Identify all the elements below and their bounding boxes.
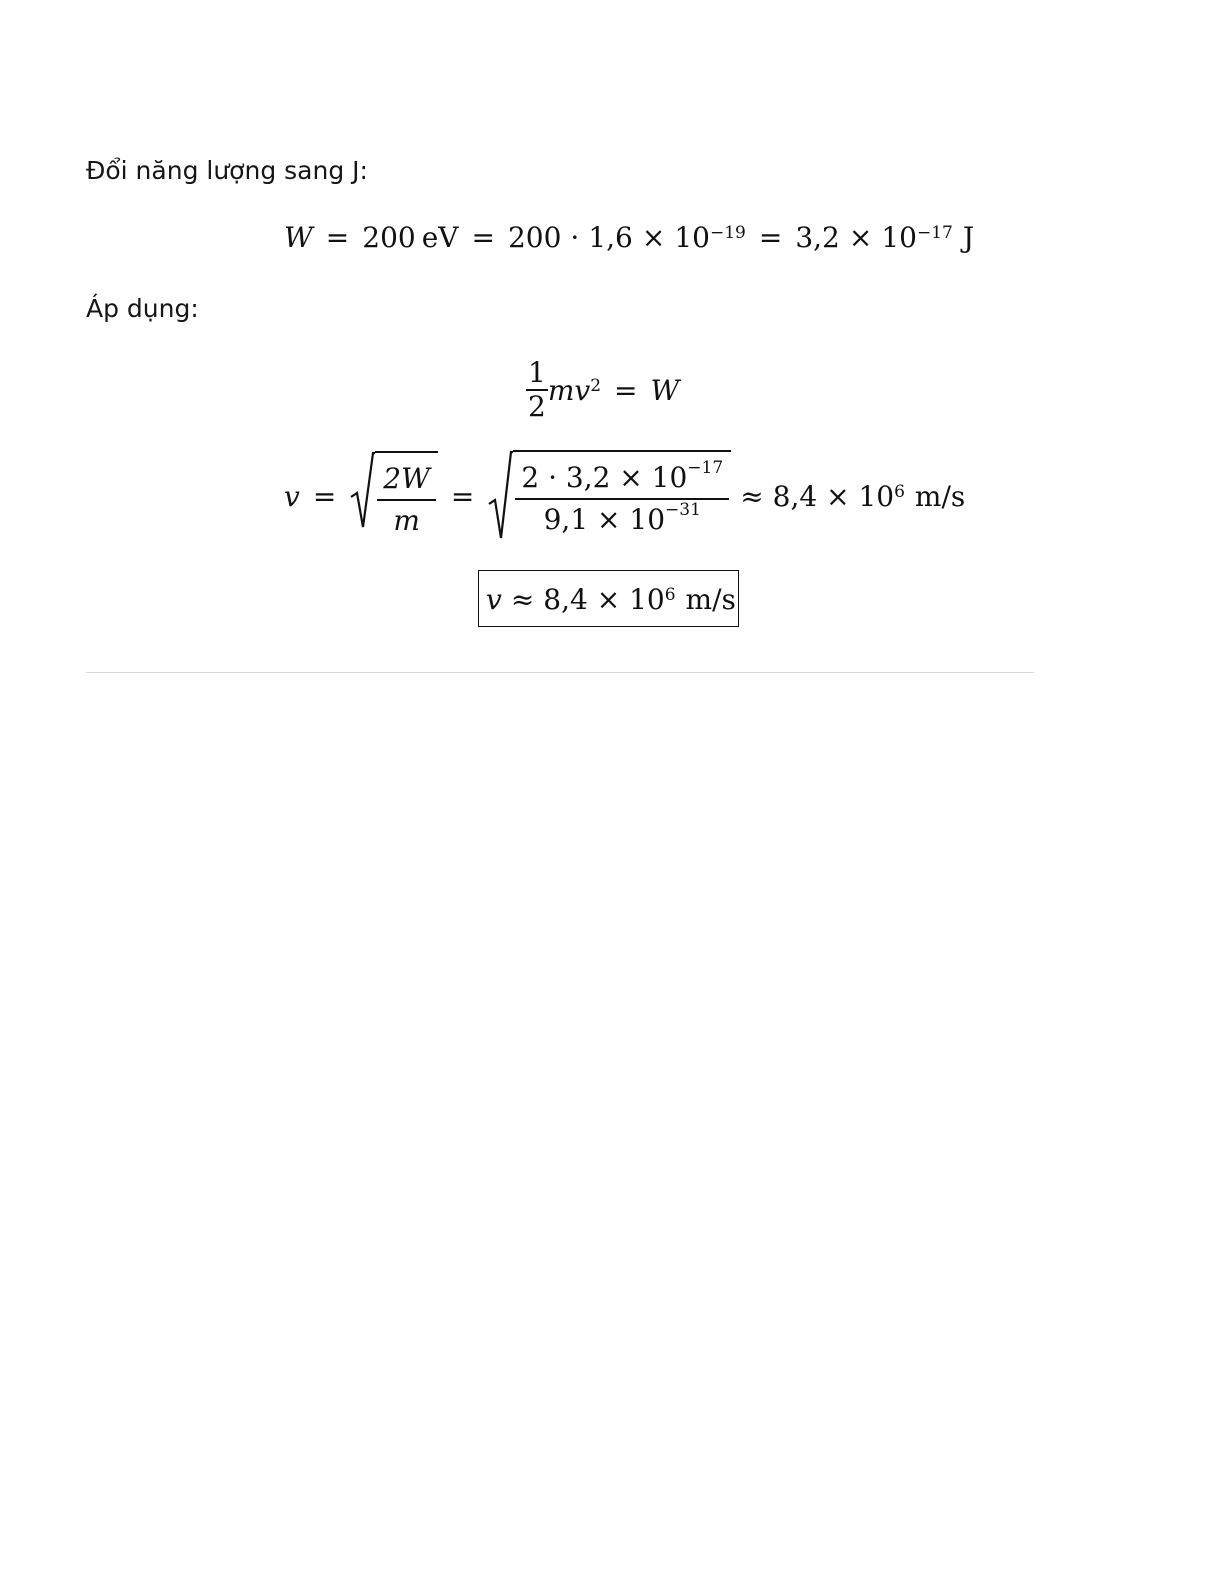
kinetic-energy-equation: $\frac{1}{2}$ m v $^2$ = W [528, 356, 680, 423]
eq2-W: W [650, 373, 680, 407]
sqrt-sign-icon [349, 451, 375, 531]
eq3-unit: m/s [914, 479, 966, 513]
eq3-result: 8,4 × 10 [772, 479, 895, 513]
convert-energy-text: Đổi năng lượng sang J: [86, 156, 368, 185]
eq1-times-2: × [848, 220, 873, 254]
eq3-v: v [284, 479, 300, 513]
eq1-ten-2: 10 [881, 220, 917, 254]
document-body [86, 0, 1036, 1585]
final-v: v [486, 582, 502, 616]
eq3-frac-1 [377, 459, 436, 541]
sqrt-sign-icon [487, 450, 513, 542]
eq1-200b: 200 [507, 220, 562, 254]
eq1-ten-1: 10 [674, 220, 710, 254]
eq3-equals-1: = [312, 479, 337, 513]
eq2-v: v [574, 373, 591, 407]
eq1-equals-1: = [325, 220, 350, 254]
eq2-equals: = [614, 373, 638, 407]
eq3-den-1-text: m [393, 504, 420, 537]
eq1-equals-2: = [471, 220, 495, 254]
eq1-1-6: 1,6 [588, 220, 633, 254]
eq3-num-2-exp: −17 [687, 457, 724, 478]
eq3-den-2-text: 9,1 × 10 [543, 503, 666, 536]
eq3-den-1 [387, 501, 426, 541]
velocity-equation: v = $\frac{2W}{m}$ = $\frac{2 \cdot 3,2 \times 10^{-17}}{9,1 \times 10^{-31}}$ ≈ 8,4 × 10 $^6$ m/s [284, 446, 965, 546]
eq3-sqrt-1 [349, 451, 438, 541]
eq1-dot: · [570, 220, 580, 254]
apply-text: Áp dụng: [86, 294, 199, 323]
eq3-den-2-exp: −31 [665, 499, 701, 520]
eq3-approx: ≈ [740, 479, 764, 513]
eq2-one: 1 [528, 356, 546, 389]
eq2-two: 2 [528, 390, 546, 423]
final-value: 8,4 × 10 [543, 582, 665, 616]
eq3-equals-2: = [450, 479, 475, 513]
eq3-sqrt-2 [487, 450, 731, 542]
horizontal-divider [86, 672, 1034, 673]
eq3-num-1 [377, 459, 436, 499]
eq1-unit-J: J [962, 220, 975, 254]
energy-conversion-equation: W = 200 eV = 200 · 1,6 × 10 $^{-19}$ = 3,2 × 10 $^{-17}$ J [284, 220, 975, 254]
eq1-200: 200 [362, 220, 416, 254]
final-approx: ≈ [510, 582, 535, 616]
final-answer: v ≈ 8,4 × 10 $^6$ m/s [486, 582, 736, 616]
eq2-m: m [547, 373, 575, 407]
eq3-num-2-text: 2 · 3,2 × 10 [521, 461, 688, 494]
eq3-den-2 [538, 500, 707, 540]
eq2-half-fraction [526, 357, 548, 423]
eq3-frac-2 [515, 458, 729, 540]
eq3-num-1-text: 2W [383, 462, 430, 495]
eq1-eV: eV [421, 220, 459, 254]
eq3-num-2 [515, 458, 729, 498]
eq1-equals-3: = [758, 220, 783, 254]
eq1-3-2: 3,2 [795, 220, 840, 254]
eq3-radicand-2 [513, 450, 731, 542]
eq1-W: W [284, 220, 313, 254]
final-unit: m/s [685, 582, 736, 616]
eq1-times-1: × [641, 220, 666, 254]
eq3-radicand-1 [375, 451, 438, 541]
